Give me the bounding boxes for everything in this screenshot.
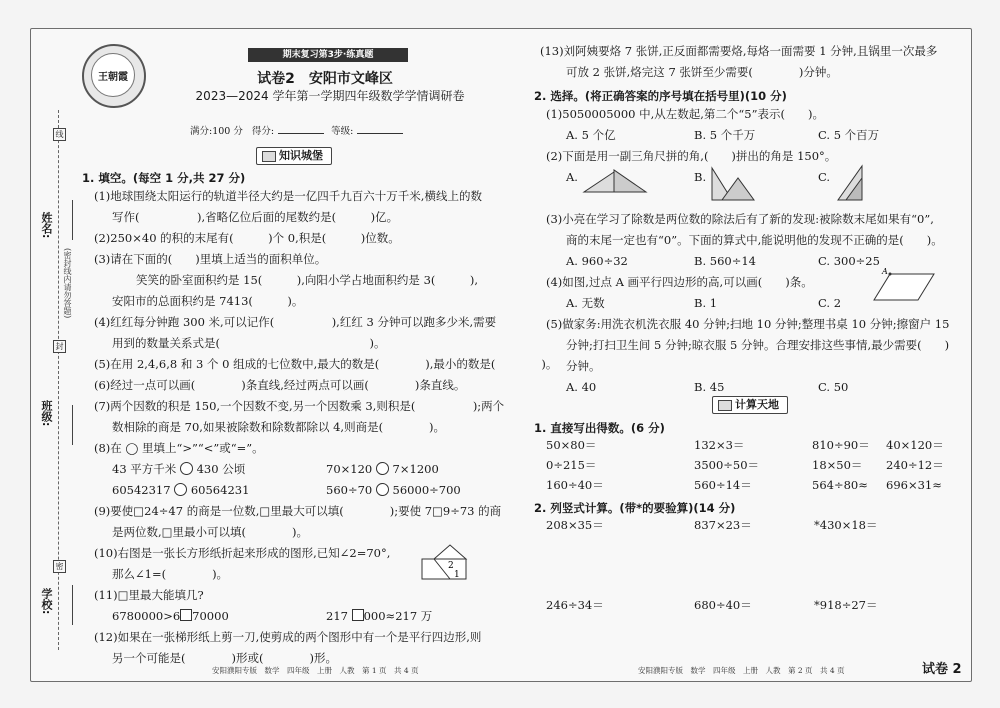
seal-note: (密封线内请勿答题): [63, 248, 72, 319]
choice-4-b[interactable]: B. 1: [694, 296, 718, 310]
folded-paper-figure: [420, 543, 470, 583]
vertical-calc: *430×18＝: [814, 518, 878, 532]
choice-4-a[interactable]: A. 无数: [566, 296, 605, 310]
publisher-logo: [82, 44, 146, 108]
oral-calc-item: 696×31≈: [886, 478, 942, 492]
choice-3-a[interactable]: A. 960÷32: [566, 254, 628, 268]
choice-3-c[interactable]: C. 300÷25: [818, 254, 880, 268]
compare-4: 560÷70 56000÷700: [326, 483, 461, 497]
footer-page2: 安阳濮阳专版 数学 四年级 上册 人教 第 2 页 共 4 页: [638, 666, 845, 675]
vertical-calc: *918÷27＝: [814, 598, 878, 612]
q1-7-line2: 数相除的商是 70,如果被除数和除数都除以 4,则商是( )。: [112, 420, 446, 434]
answer-box[interactable]: [352, 609, 364, 621]
choice-5-b[interactable]: B. 45: [694, 380, 725, 394]
choice-2-b[interactable]: B.: [694, 170, 707, 184]
q1-3: (3)请在下面的( )里填上适当的面积单位。: [94, 252, 327, 266]
q1-8: (8)在 ◯ 里填上“>”“<”或“=”。: [94, 441, 264, 455]
grade-label: 等级:: [331, 126, 354, 137]
q1-1-line2: 写作( ),省略亿位后面的尾数约是( )亿。: [112, 210, 399, 224]
score-line: [190, 123, 407, 137]
compare-circle[interactable]: [376, 483, 389, 496]
q1-6: (6)经过一点可以画( )条直线,经过两点可以画( )条直线。: [94, 378, 466, 392]
section-header-calc: 计算天地: [712, 396, 788, 414]
paper-subtitle: 2023—2024 学年第一学期四年级数学学情调研卷: [195, 89, 465, 103]
oral-calc-item: 3500÷50＝: [694, 458, 760, 472]
oral-calc-item: 810÷90＝: [812, 438, 870, 452]
choice-3-b[interactable]: B. 560÷14: [694, 254, 756, 268]
book-icon: [262, 151, 276, 162]
seal-tag-secret: 密: [53, 560, 66, 573]
oral-calc-item: 160÷40＝: [546, 478, 604, 492]
grade-blank[interactable]: [357, 133, 403, 134]
q1-4-line1: (4)红红每分钟跑 300 米,可以记作( ),红红 3 分钟可以跑多少米,需要: [94, 315, 497, 329]
point-a-label: A: [882, 267, 888, 276]
q1-2: (2)250×40 的积的末尾有( )个 0,积是( )位数。: [94, 231, 400, 245]
q3-title: 1. 直接写出得数。(6 分): [534, 421, 665, 435]
choice-2-a[interactable]: A.: [566, 170, 578, 184]
vertical-calc: 208×35＝: [546, 518, 604, 532]
choice-3-line2: 商的末尾一定也有“0”。下面的算式中,能说明他的发现不正确的是( )。: [566, 233, 943, 247]
oral-calc-item: 0÷215＝: [546, 458, 597, 472]
q1-12-line1: (12)如果在一张梯形纸上剪一刀,使剪成的两个图形中有一个是平行四边形,则: [94, 630, 482, 644]
q1-11: (11)□里最大能填几?: [94, 588, 204, 602]
q4-title: 2. 列竖式计算。(带*的要验算)(14 分): [534, 501, 736, 515]
compare-circle[interactable]: [376, 462, 389, 475]
school-label: 学校:: [40, 588, 53, 615]
vertical-calc: 837×23＝: [694, 518, 752, 532]
seal-tag-line: 线: [53, 128, 66, 141]
binding-sidebar: [0, 0, 72, 708]
oral-calc-item: 240÷12＝: [886, 458, 944, 472]
q1-13-line1: (13)刘阿姨要烙 7 张饼,正反面都需要烙,每烙一面需要 1 分钟,且锅里一次最多: [540, 44, 938, 58]
q1-9-line2: 是两位数,□里最小可以填( )。: [112, 525, 308, 539]
answer-box[interactable]: [180, 609, 192, 621]
choice-5-line3: 分钟。: [566, 359, 601, 373]
q1-13-line2: 可放 2 张饼,烙完这 7 张饼至少需要( )分钟。: [566, 65, 838, 79]
choice-3-line1: (3)小亮在学习了除数是两位数的除法后有了新的发现:被除数末尾如果有“0”,: [546, 212, 934, 226]
score-blank[interactable]: [278, 133, 324, 134]
name-label: 姓名:: [40, 212, 53, 239]
q1-9-line1: (9)要使□24÷47 的商是一位数,□里最大可以填( );要使 7□9÷73 的商: [94, 504, 502, 518]
paper-number-label: 试卷 2: [922, 662, 962, 677]
oral-calc-item: 40×120＝: [886, 438, 944, 452]
choice-5-a[interactable]: A. 40: [566, 380, 597, 394]
angle-1-label: 1: [454, 570, 460, 580]
section-header-knowledge: 知识城堡: [256, 147, 332, 165]
compare-circle[interactable]: [180, 462, 193, 475]
compare-circle[interactable]: [174, 483, 187, 496]
page-frame: [30, 28, 972, 682]
seal-tag-seal: 封: [53, 340, 66, 353]
q1-5: (5)在用 2,4,6,8 和 3 个 0 组成的七位数中,最大的数是( ),最小的数是( )。: [94, 357, 558, 371]
choice-5-line1: (5)做家务:用洗衣机洗衣服 40 分钟;扫地 10 分钟;整理书桌 10 分钟;擦窗户 15: [546, 317, 950, 331]
oral-calc-item: 560÷14＝: [694, 478, 752, 492]
class-label: 班级:: [40, 400, 53, 427]
choice-1-a[interactable]: A. 5 个亿: [566, 128, 616, 142]
choice-2-c[interactable]: C.: [818, 170, 831, 184]
logo-text: 王朝霞: [98, 72, 128, 83]
oral-calc-item: 50×80＝: [546, 438, 597, 452]
score-got-label: 得分:: [251, 126, 275, 137]
choice-4: (4)如图,过点 A 画平行四边形的高,可以画( )条。: [546, 275, 813, 289]
angle-2-label: 2: [448, 561, 454, 571]
school-line: [72, 585, 73, 625]
oral-calc-item: 18×50＝: [812, 458, 863, 472]
vertical-calc: 246÷34＝: [546, 598, 604, 612]
triangle-ruler-figure-a: [580, 166, 650, 196]
oral-calc-item: 564÷80≈: [812, 478, 868, 492]
review-banner: 期末复习第3步·练真题: [248, 48, 408, 62]
vertical-calc: 680÷40＝: [694, 598, 752, 612]
q1-7-line1: (7)两个因数的积是 150,一个因数不变,另一个因数乘 3,则积是( );两个: [94, 399, 505, 413]
choice-4-c[interactable]: C. 2: [818, 296, 842, 310]
choice-1: (1)5050005000 中,从左数起,第二个“5”表示( )。: [546, 107, 824, 121]
choice-5-line2: 分钟;打扫卫生间 5 分钟;晾衣服 5 分钟。合理安排这些事情,最少需要( ): [566, 338, 950, 352]
class-line: [72, 405, 73, 445]
choice-1-c[interactable]: C. 5 个百万: [818, 128, 880, 142]
triangle-ruler-figure-c: [832, 164, 872, 204]
compare-2: 70×120 7×1200: [326, 462, 439, 476]
q1-10-line2: 那么∠1=( )。: [112, 567, 229, 581]
paper-title: 试卷2 安阳市文峰区: [257, 71, 393, 87]
choice-5-c[interactable]: C. 50: [818, 380, 849, 394]
compare-3: 60542317 60564231: [112, 483, 250, 497]
choice-1-b[interactable]: B. 5 个千万: [694, 128, 756, 142]
q1-10-line1: (10)右图是一张长方形纸折起来形成的图形,已知∠2=70°,: [94, 546, 391, 560]
footer-page1: 安阳濮阳专版 数学 四年级 上册 人教 第 1 页 共 4 页: [212, 666, 419, 675]
q2-title: 2. 选择。(将正确答案的序号填在括号里)(10 分): [534, 89, 787, 103]
q1-4-line2: 用到的数量关系式是( )。: [112, 336, 386, 350]
book-icon: [718, 400, 732, 411]
full-score: 满分:100 分: [190, 126, 243, 137]
q1-1-line1: (1)地球围绕太阳运行的轨道半径大约是一亿四千九百六十万千米,横线上的数: [94, 189, 482, 203]
triangle-ruler-figure-b: [708, 164, 758, 204]
fill-box-1: 6780000>6 70000: [112, 609, 229, 623]
q1-3-line2: 笑笑的卧室面积约是 15( ),向阳小学占地面积约是 3( ),: [136, 273, 479, 287]
compare-1: 43 平方千米 430 公顷: [112, 462, 246, 476]
name-line: [72, 200, 73, 240]
choice-2: (2)下面是用一副三角尺拼的角,( )拼出的角是 150°。: [546, 149, 837, 163]
q1-title: 1. 填空。(每空 1 分,共 27 分): [82, 171, 246, 185]
fill-box-2: 217 000≈217 万: [326, 609, 433, 623]
oral-calc-item: 132×3＝: [694, 438, 745, 452]
q1-12-line2: 另一个可能是( )形或( )形。: [112, 651, 337, 665]
q1-3-line3: 安阳市的总面积约是 7413( )。: [112, 294, 304, 308]
parallelogram-figure: [872, 266, 938, 306]
